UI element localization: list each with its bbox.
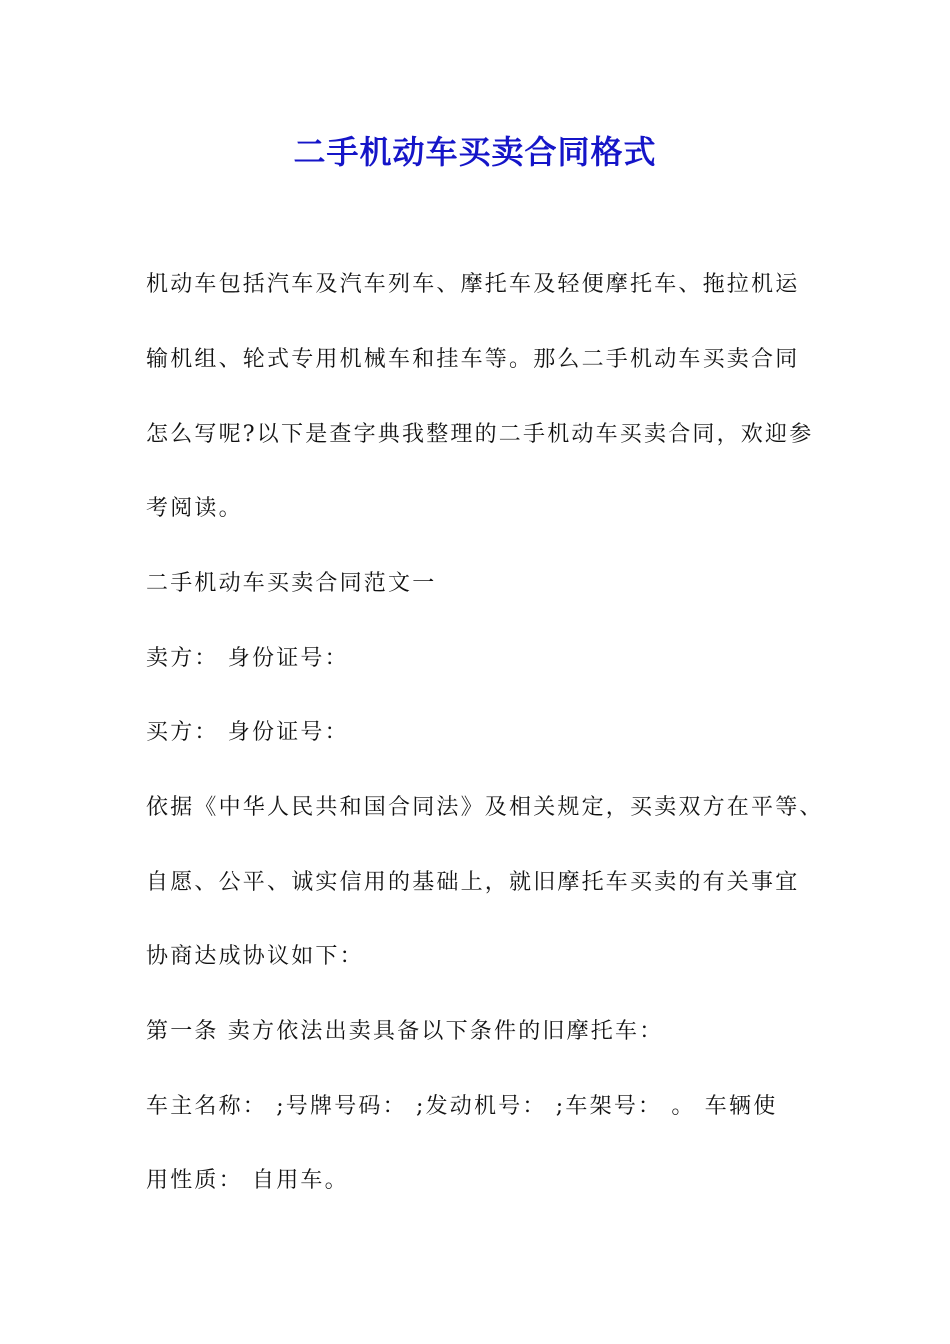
vehicle-info-line-1: 车主名称： ;号牌号码： ;发动机号： ;车架号： 。 车辆使 bbox=[146, 1094, 778, 1119]
document-title: 二手机动车买卖合同格式 bbox=[293, 133, 657, 171]
buyer-line: 买方： 身份证号： bbox=[146, 720, 349, 745]
preamble-line-2: 自愿、公平、诚实信用的基础上，就旧摩托车买卖的有关事宜 bbox=[146, 870, 800, 895]
section-heading: 二手机动车买卖合同范文一 bbox=[146, 571, 437, 596]
vehicle-info-line-2: 用性质： 自用车。 bbox=[146, 1168, 349, 1193]
seller-line: 卖方： 身份证号： bbox=[146, 646, 349, 671]
intro-line-2: 输机组、轮式专用机械车和挂车等。那么二手机动车买卖合同 bbox=[146, 347, 800, 372]
intro-line-3: 怎么写呢?以下是查字典我整理的二手机动车买卖合同，欢迎参 bbox=[146, 422, 814, 447]
preamble-line-1: 依据《中华人民共和国合同法》及相关规定，买卖双方在平等、 bbox=[146, 795, 824, 820]
intro-line-1: 机动车包括汽车及汽车列车、摩托车及轻便摩托车、拖拉机运 bbox=[146, 272, 800, 297]
preamble-line-3: 协商达成协议如下： bbox=[146, 944, 364, 969]
intro-line-4: 考阅读。 bbox=[146, 496, 243, 521]
article-one-heading: 第一条 卖方依法出卖具备以下条件的旧摩托车： bbox=[146, 1019, 664, 1044]
